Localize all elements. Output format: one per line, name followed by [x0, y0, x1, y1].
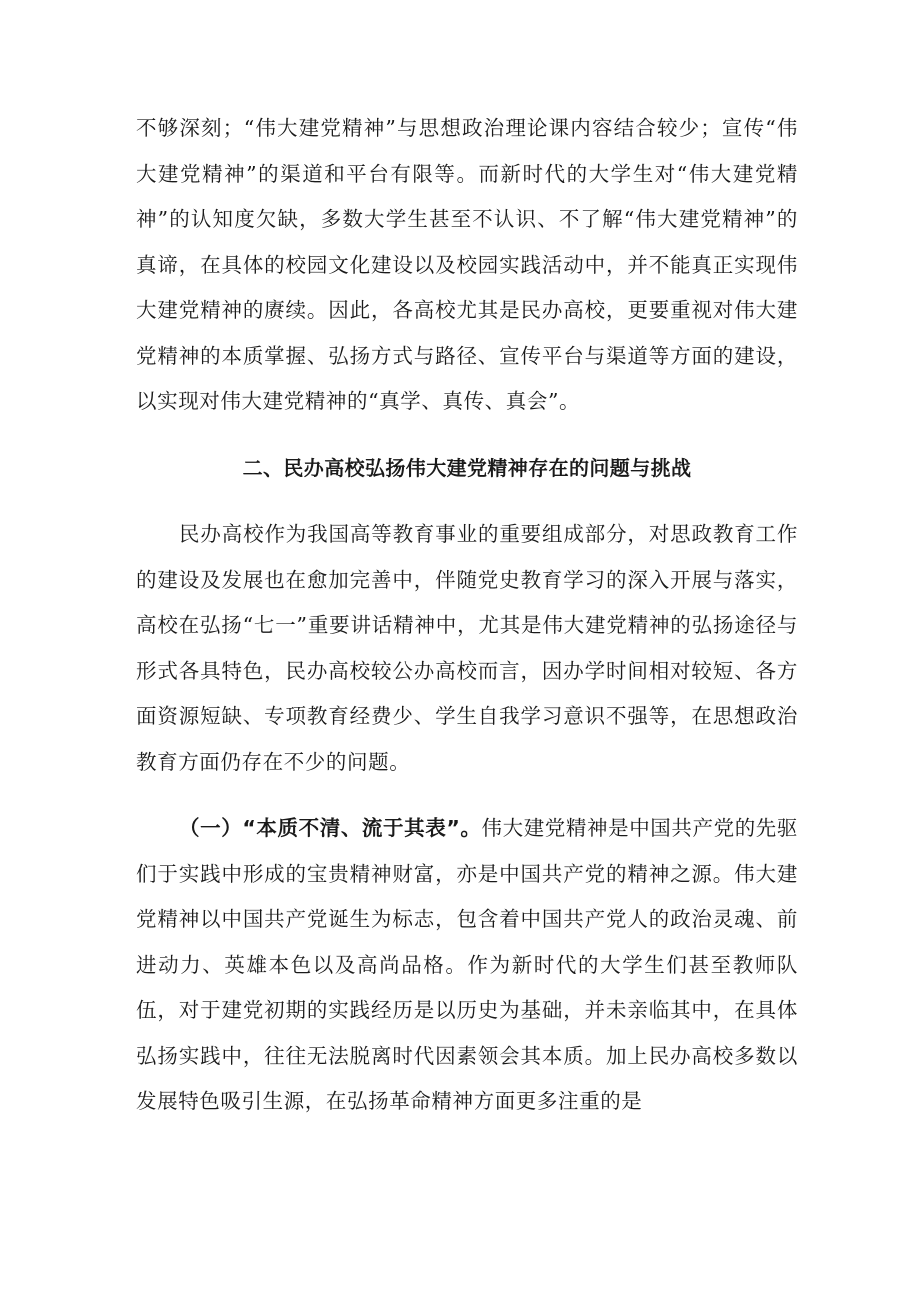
- document-body: [136, 106, 798, 1125]
- section-heading: 二、民办高校弘扬伟大建党精神存在的问题与挑战: [242, 455, 692, 480]
- subsection-body: 伟大建党精神是中国共产党的先驱们于实践中形成的宝贵精神财富，亦是中国共产党的精神之源。伟大建党精神以中国共产党诞生为标志，包含着中国共产党人的政治灵魂、前进动力、英雄本色以及高尚品格。作为新时代的大学生们甚至教师队伍，对于建党初期的实践经历是以历史为基础，并未亲临其中，在具体弘扬实践中，往往无法脱离时代因素领会其本质。加上民办高校多数以发展特色吸引生源，在弘扬革命精神方面更多注重的是: [136, 816, 798, 1113]
- paragraph-continuation: 不够深刻；“伟大建党精神”与思想政治理论课内容结合较少；宣传“伟大建党精神”的渠道和平台有限等。而新时代的大学生对“伟大建党精神”的认知度欠缺，多数大学生甚至不认识、不了解“伟大建党精神”的真谛，在具体的校园文化建设以及校园实践活动中，并不能真正实现伟大建党精神的赓续。因此，各高校尤其是民办高校，更要重视对伟大建党精神的本质掌握、弘扬方式与路径、宣传平台与渠道等方面的建设，以实现对伟大建党精神的“真学、真传、真会”。: [136, 116, 798, 413]
- subsection-heading: （一）“本质不清、流于其表”。: [179, 816, 482, 840]
- paragraph-intro: 民办高校作为我国高等教育事业的重要组成部分，对思政教育工作的建设及发展也在愈加完善中，伴随党史教育学习的深入开展与落实，高校在弘扬“七一”重要讲话精神中，尤其是伟大建党精神的弘扬途径与形式各具特色，民办高校较公办高校而言，因办学时间相对较短、各方面资源短缺、专项教育经费少、学生自我学习意识不强等，在思想政治教育方面仍存在不少的问题。: [136, 522, 798, 774]
- paragraph-subsection-1: [136, 806, 798, 1125]
